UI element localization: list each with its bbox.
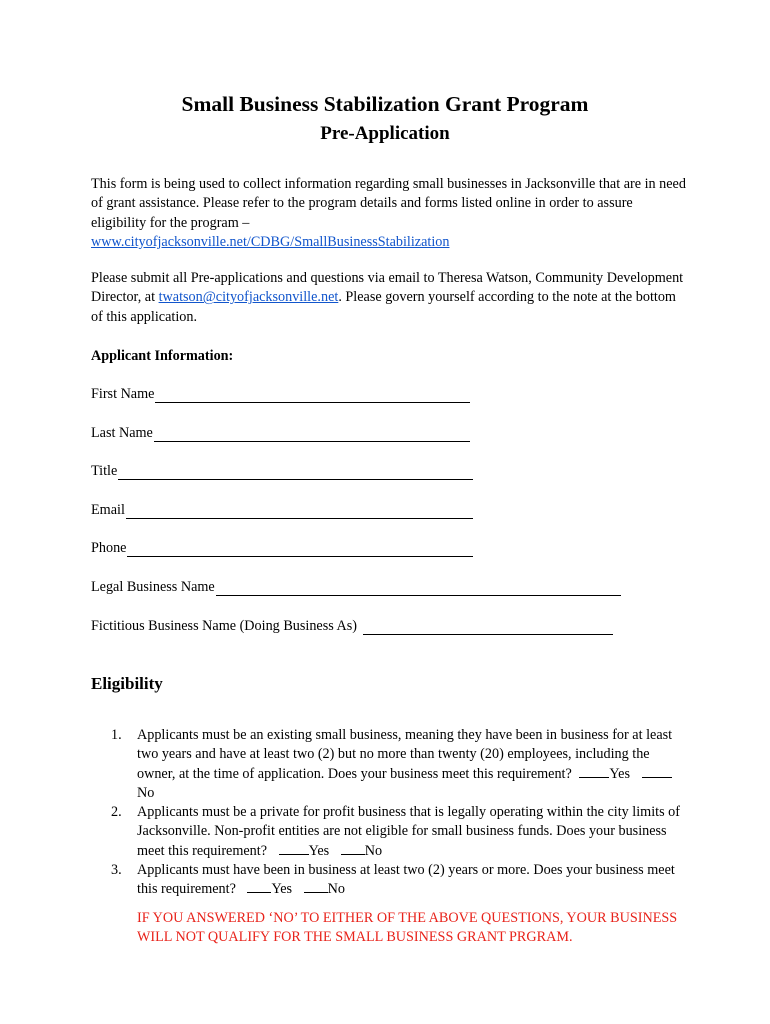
no-blank[interactable] [642, 765, 672, 778]
page-subtitle: Pre-Application [320, 123, 450, 144]
list-item-text: Applicants must be a private for profit business that is legally operating within the city limits of Jacksonville. Non-profit entities are not eligible for small business funds. Does your business meet this requirement? [137, 804, 680, 859]
eligibility-list [0, 726, 770, 900]
phone-label: Phone [91, 540, 127, 556]
no-label: No [364, 842, 383, 859]
fictitious-business-name-row [91, 615, 613, 635]
last-name-label: Last Name [91, 425, 153, 441]
title-row [91, 460, 473, 480]
first-name-label: First Name [91, 386, 155, 402]
disqualification-warning: IF YOU ANSWERED ‘NO’ TO EITHER OF THE ABOVE QUESTIONS, YOUR BUSINESS WILL NOT QUALIFY FOR THE SMALL BUSINESS GRANT PRGRAM. [137, 910, 678, 946]
phone-row [91, 537, 473, 557]
email-link[interactable]: twatson@cityofjacksonville.net [158, 289, 339, 306]
no-label: No [137, 784, 155, 801]
submit-text-after: . Please govern yourself according to the note at the bottom of this application. [91, 289, 676, 325]
submit-paragraph [91, 269, 691, 327]
list-item-number: 3. [111, 862, 122, 879]
email-label: Email [91, 502, 125, 518]
no-blank[interactable] [304, 880, 328, 893]
yes-blank[interactable] [247, 880, 271, 893]
yes-label: Yes [271, 881, 293, 898]
first-name-row [91, 383, 470, 403]
email-field[interactable] [126, 504, 473, 519]
legal-business-name-row [91, 576, 621, 596]
no-blank[interactable] [341, 842, 365, 855]
last-name-field[interactable] [154, 427, 470, 442]
yes-label: Yes [308, 842, 330, 859]
list-item-number: 2. [111, 804, 122, 821]
list-item [111, 861, 685, 900]
email-row [91, 499, 473, 519]
fictitious-business-name-field[interactable] [363, 620, 613, 635]
yes-label: Yes [609, 765, 630, 782]
yes-blank[interactable] [279, 842, 309, 855]
submit-text-before: Please submit all Pre-applications and questions via email to Theresa Watson, Community Development Director, at [91, 270, 684, 306]
phone-field[interactable] [127, 542, 473, 557]
eligibility-heading: Eligibility [91, 674, 163, 693]
applicant-info-heading: Applicant Information: [91, 348, 234, 364]
list-item-text: Applicants must be an existing small business, meaning they have been in business for at least two years and have at least two (2) but no more than twenty (20) employees, including the owner, at the time of application. Does your business meet this requirement? [137, 727, 673, 782]
legal-business-name-label: Legal Business Name [91, 579, 215, 595]
first-name-field[interactable] [155, 388, 470, 403]
list-item-number: 1. [111, 727, 122, 743]
title-field[interactable] [118, 465, 473, 480]
intro-text: This form is being used to collect information regarding small businesses in Jacksonville that are in need of grant assistance. Please refer to the program details and forms listed online in order to assure eligibility for the program – [91, 176, 686, 231]
program-link[interactable]: www.cityofjacksonville.net/CDBG/SmallBusinessStabilization [91, 233, 450, 250]
no-label: No [327, 881, 345, 898]
title-label: Title [91, 463, 118, 479]
yes-blank[interactable] [579, 765, 609, 778]
page-title: Small Business Stabilization Grant Program [181, 92, 589, 116]
legal-business-name-field[interactable] [216, 581, 621, 596]
last-name-row [91, 422, 470, 442]
list-item [111, 803, 685, 861]
intro-paragraph [91, 175, 691, 252]
fictitious-business-name-label: Fictitious Business Name (Doing Business As) [91, 618, 358, 634]
list-item [111, 726, 685, 803]
list-item-text: Applicants must have been in business at least two (2) years or more. Does your business meet this requirement? [137, 862, 675, 898]
